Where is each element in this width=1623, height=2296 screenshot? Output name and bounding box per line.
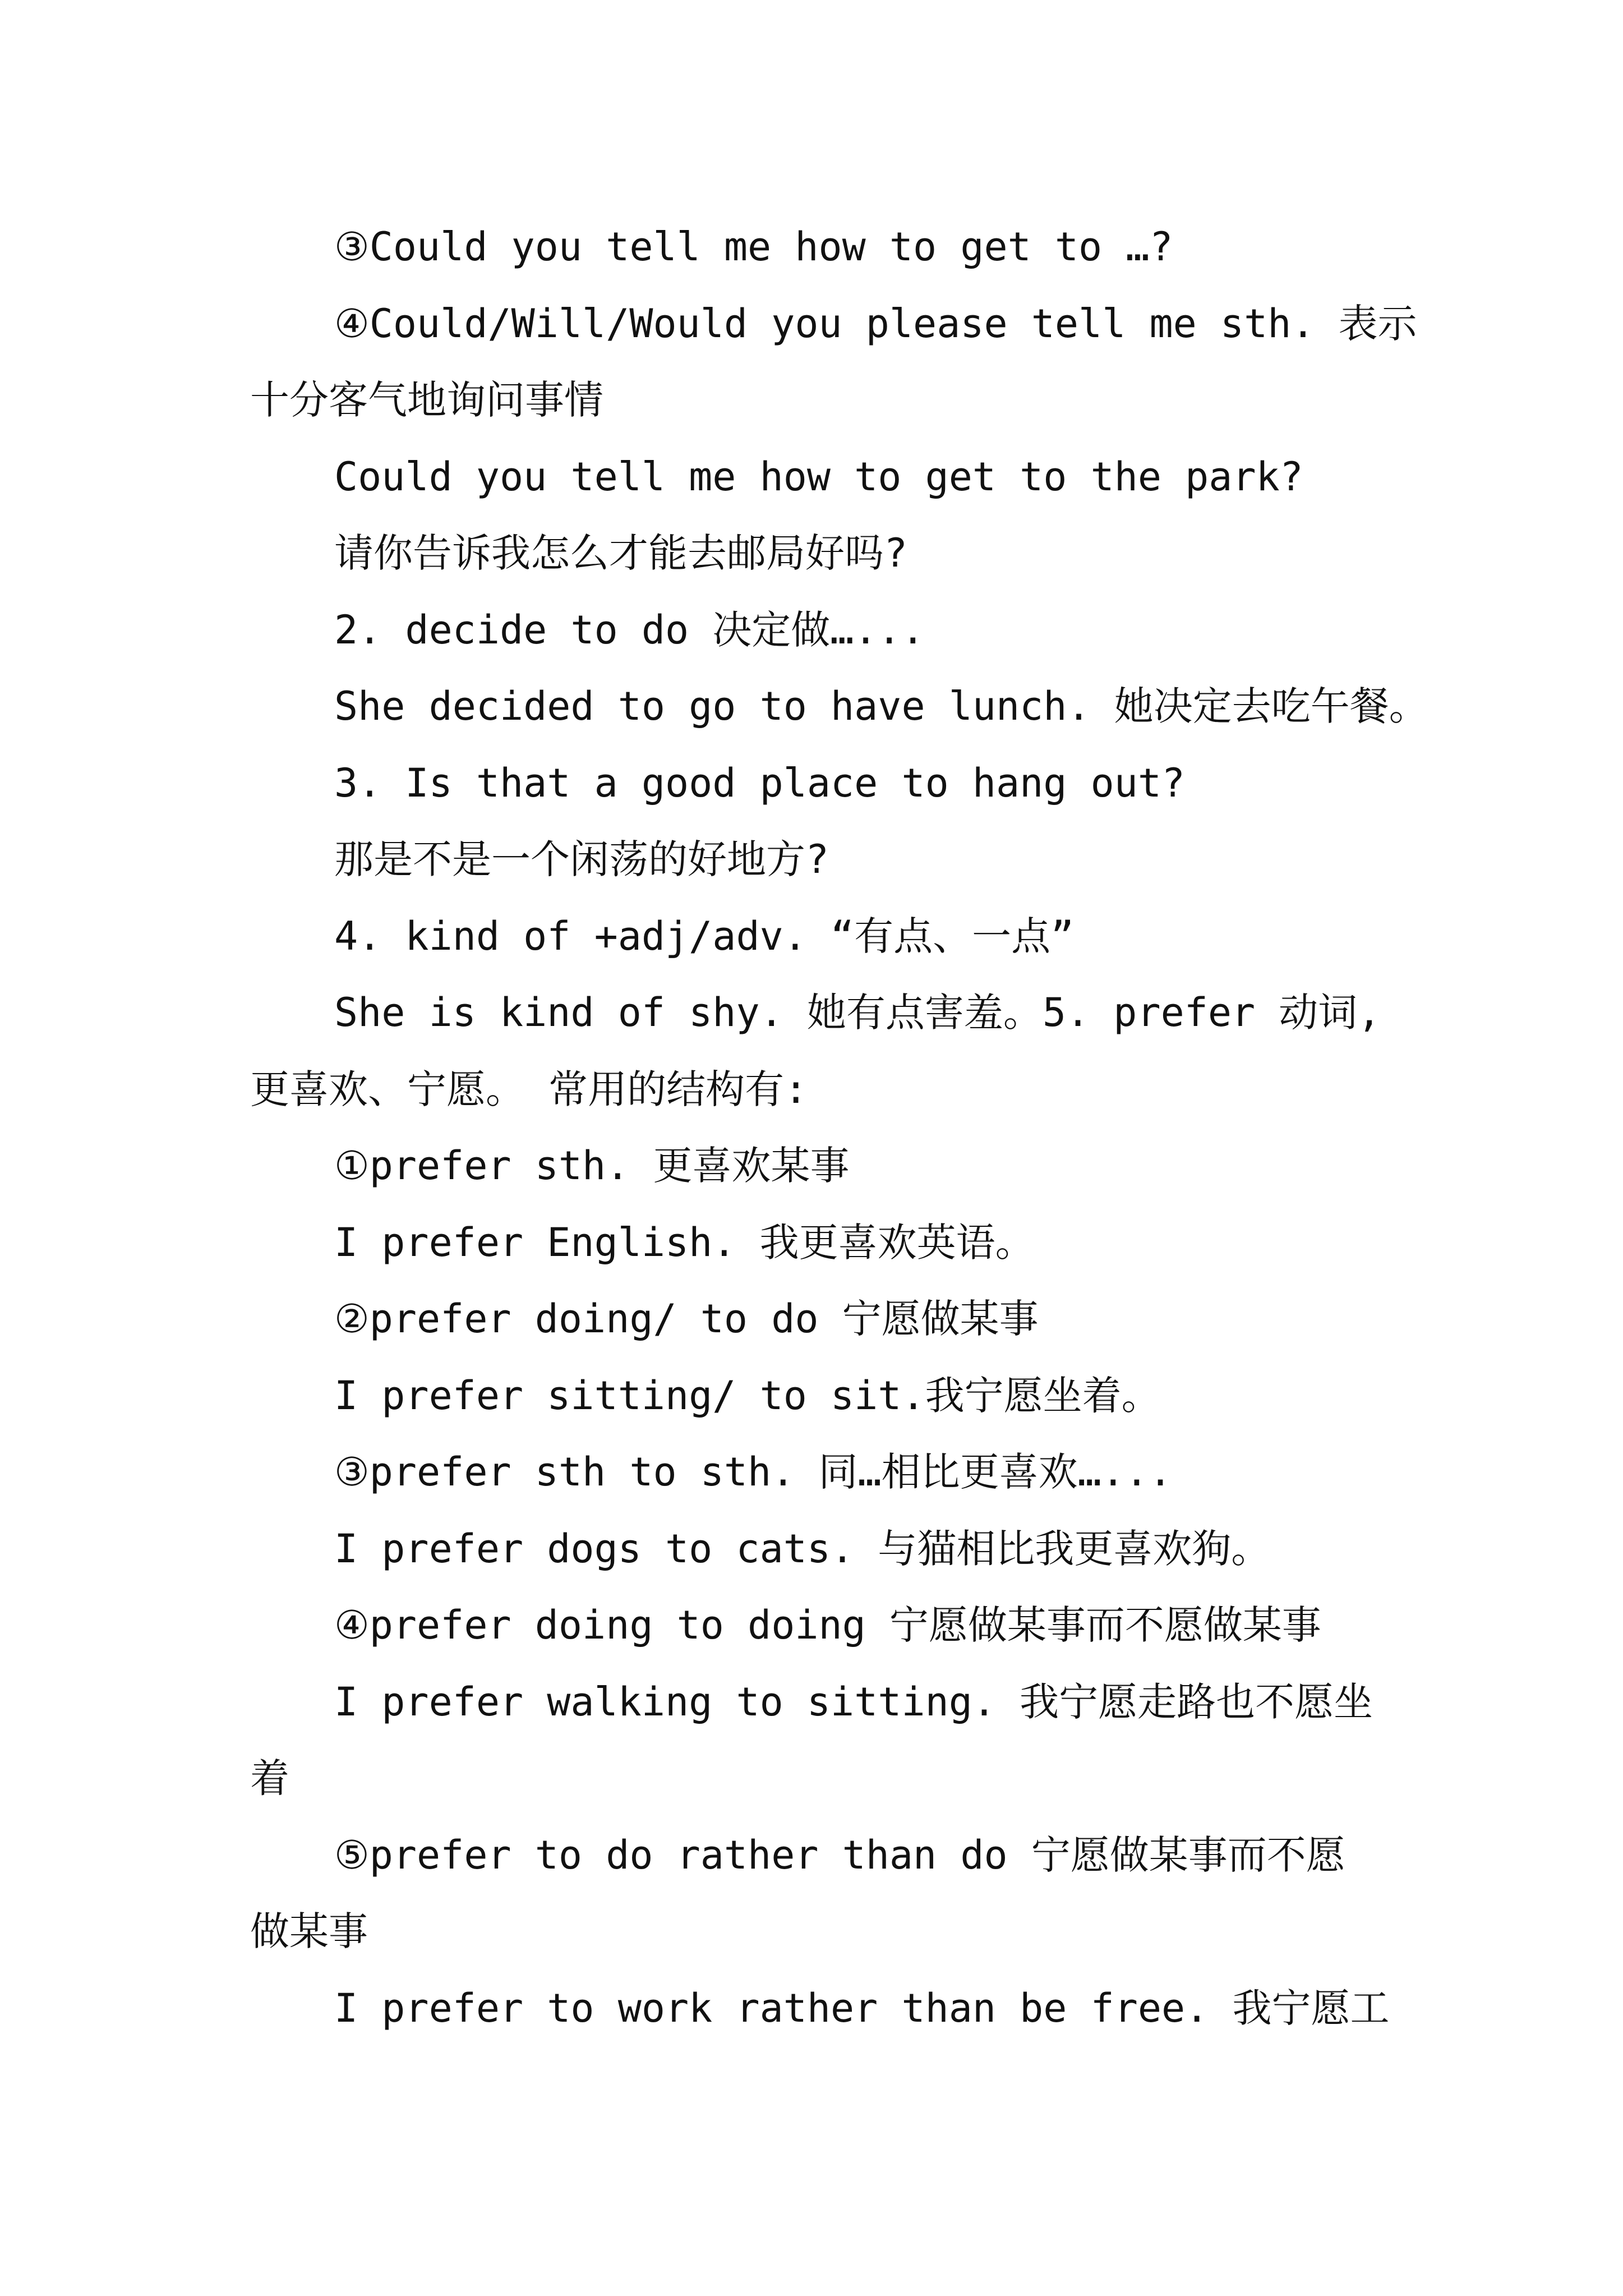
text-line: 更喜欢、宁愿。 常用的结构有: [250,1066,808,1112]
text-line: 请你告诉我怎么才能去邮局好吗? [334,530,908,576]
text-line: Could you tell me how to get to the park? [334,453,1303,500]
text-line: ①prefer sth. 更喜欢某事 [334,1143,850,1189]
text-line: 3. Is that a good place to hang out? [334,760,1186,806]
text-line: I prefer walking to sitting. 我宁愿走路也不愿坐 [334,1678,1373,1725]
text-line: 2. decide to do 决定做…... [334,606,925,653]
text-line: ③Could you tell me how to get to …? [334,224,1173,270]
document-body [250,209,1428,2046]
text-line: ④prefer doing to doing 宁愿做某事而不愿做某事 [334,1602,1321,1648]
text-line: ⑤prefer to do rather than do 宁愿做某事而不愿 [334,1832,1345,1878]
text-line: I prefer dogs to cats. 与猫相比我更喜欢狗。 [334,1525,1271,1572]
text-line: ②prefer doing/ to do 宁愿做某事 [334,1296,1039,1342]
text-line: 做某事 [250,1908,368,1954]
text-line: ③prefer sth to sth. 同…相比更喜欢…... [334,1449,1173,1495]
text-line: ④Could/Will/Would you please tell me sth. 表示 [334,300,1417,347]
text-line: 着 [250,1755,289,1801]
text-line: She decided to go to have lunch. 她决定去吃午餐。 [334,683,1428,729]
text-line: 那是不是一个闲荡的好地方? [334,836,829,882]
text-line: I prefer to work rather than be free. 我宁愿工 [334,1985,1390,2031]
text-line: I prefer sitting/ to sit.我宁愿坐着。 [334,1372,1161,1419]
text-line: She is kind of shy. 她有点害羞。5. prefer 动词, [334,990,1381,1036]
text-line: 4. kind of +adj/adv. “有点、一点” [334,913,1075,959]
text-line: 十分客气地询问事情 [250,377,603,423]
text-line: I prefer English. 我更喜欢英语。 [334,1219,1035,1266]
